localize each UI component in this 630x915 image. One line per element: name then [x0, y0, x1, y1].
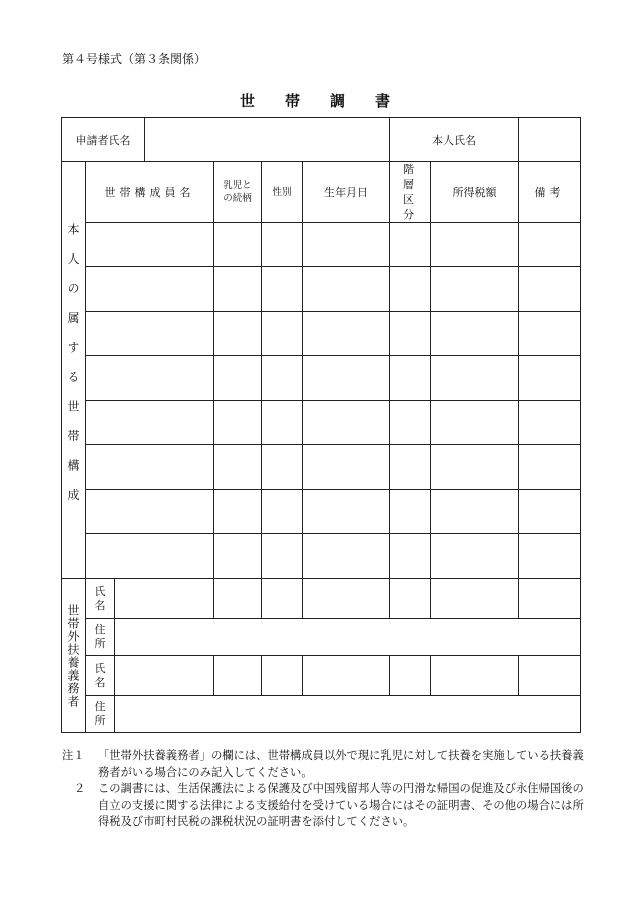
outside-name-label: 氏名	[86, 579, 115, 619]
outside-label: 世帯外扶養義務者	[66, 603, 80, 708]
header-gender: 性別	[262, 162, 303, 223]
column-header-row	[62, 162, 581, 223]
member-row	[62, 490, 581, 534]
note-1	[62, 748, 592, 781]
applicant-name-label: 申請者氏名	[62, 118, 145, 162]
household-table	[61, 117, 581, 733]
outside-name-row	[62, 579, 581, 619]
member-row	[62, 223, 581, 267]
header-members: 世帯構成員名	[86, 162, 214, 223]
header-remarks: 備考	[519, 162, 581, 223]
applicant-row	[62, 118, 581, 162]
applicant-name-field[interactable]	[145, 118, 390, 162]
outside-side-label	[62, 579, 86, 733]
note-number: 注１	[62, 749, 85, 762]
outside-name-row	[62, 656, 581, 696]
notes	[62, 748, 592, 831]
header-tier: 階層区分	[390, 162, 431, 223]
note-text: 「世帯外扶養義務者」の欄には、世帯構成員以外で現に乳児に対して扶養を実施している扶養義務者がいる場合にのみ記入してください。	[98, 749, 584, 779]
header-tax: 所得税額	[431, 162, 519, 223]
header-relation: 乳児との続柄	[214, 162, 262, 223]
note-text: この調書には、生活保護法による保護及び中国残留邦人等の円滑な帰国の促進及び永住帰国後の自立の支援に関する法律による支援給付を受けている場合にはその証明書、その他の場合には所得税及び市町村民税の課税状況の証明書を添付してください。	[98, 782, 584, 828]
member-row	[62, 445, 581, 490]
header-birthdate: 生年月日	[303, 162, 390, 223]
outside-address-label: 住所	[86, 696, 115, 733]
self-name-label: 本人氏名	[390, 118, 519, 162]
member-row	[62, 534, 581, 579]
self-name-field[interactable]	[519, 118, 581, 162]
page-title: 世帯調書	[239, 92, 420, 110]
member-row	[62, 312, 581, 356]
form-number: 第４号様式（第３条関係）	[62, 52, 207, 66]
note-2	[62, 781, 592, 831]
member-row	[62, 401, 581, 445]
outside-address-label: 住所	[86, 619, 115, 656]
member-row	[62, 356, 581, 401]
outside-address-row	[62, 696, 581, 733]
outside-name-label: 氏名	[86, 656, 115, 696]
household-side-label	[62, 162, 86, 579]
note-number: ２	[74, 782, 86, 795]
household-label: 本人の属する世帯構成	[66, 222, 80, 518]
outside-address-row	[62, 619, 581, 656]
member-row	[62, 267, 581, 312]
